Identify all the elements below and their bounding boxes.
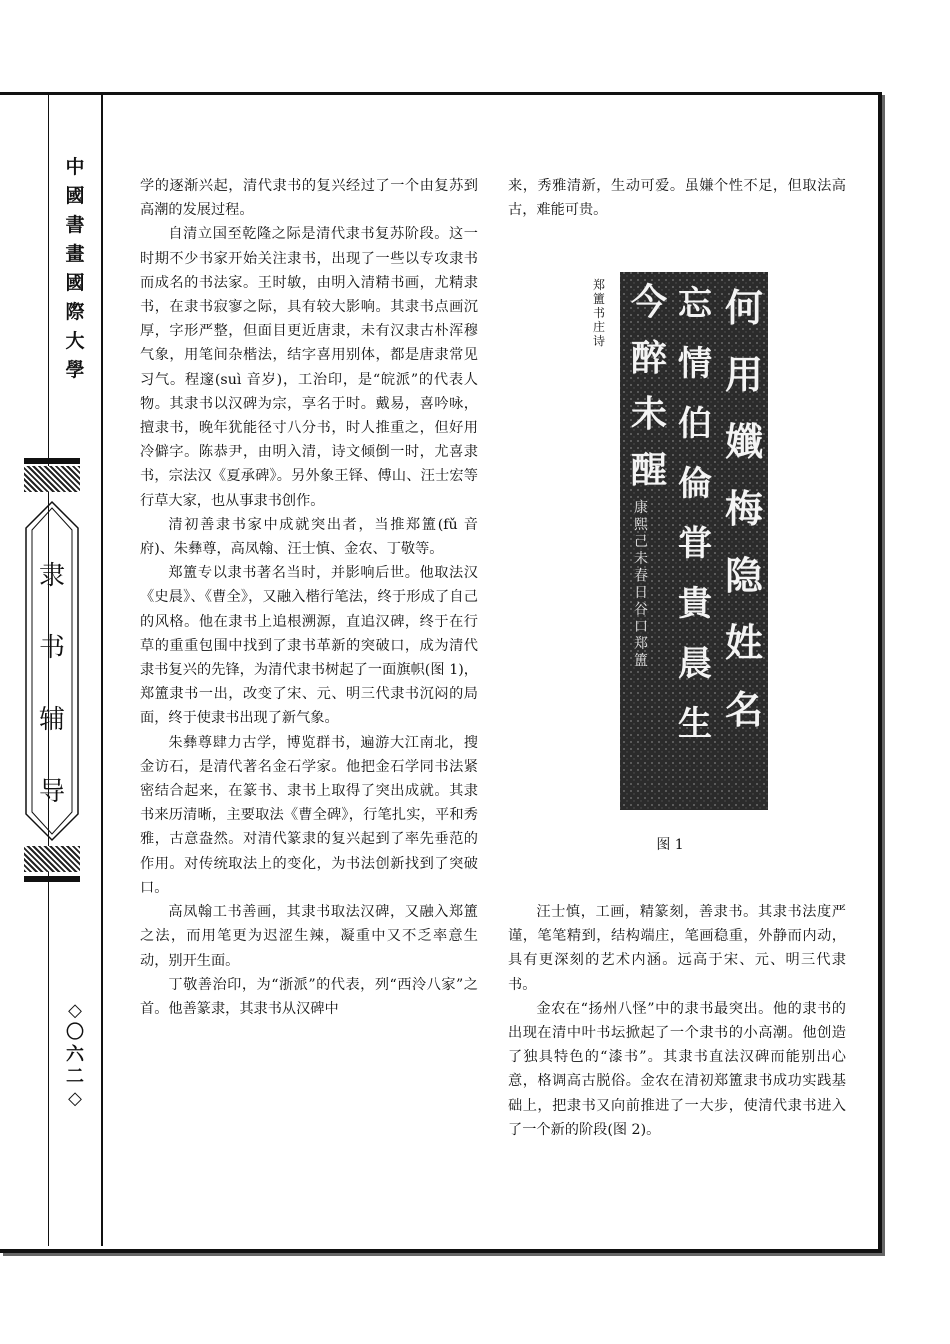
section-title-char: 隶	[38, 561, 65, 591]
figure-signature-char: 口	[634, 619, 648, 635]
page-number-char: 二	[66, 1066, 84, 1087]
section-title-char: 书	[38, 633, 65, 663]
inscription-char: 醉	[630, 337, 667, 379]
right-text-column-top	[508, 174, 846, 222]
inscription-char: 姓	[724, 620, 763, 665]
sidebar-title-char: 際	[65, 301, 85, 323]
paragraph: 来，秀雅清新，生动可爱。虽嫌个性不足，但取法高古，难能可贵。	[508, 178, 846, 219]
figure-note	[584, 278, 614, 348]
page-number-char: 〇	[66, 1022, 84, 1043]
sidebar-hatch-top	[24, 466, 80, 492]
sidebar-divider-bottom	[24, 876, 80, 882]
paragraph: 高凤翰工书善画，其隶书取法汉碑，又融入郑簠之法，而用笔更为迟涩生辣，凝重中又不乏率意生动，别开生面。	[140, 904, 478, 969]
paragraph: 汪士慎，工画，精篆刻，善隶书。其隶书法度严谨，笔笔精到，结构端庄，笔画稳重，外静而内动，具有更深刻的艺术内涵。远高于宋、元、明三代隶书。	[508, 904, 846, 993]
sidebar-title-char: 大	[65, 330, 85, 352]
page-number-char: ◇	[68, 1000, 82, 1021]
sidebar-title	[49, 153, 101, 385]
paragraph: 学的逐渐兴起，清代隶书的复兴经过了一个由复苏到高潮的发展过程。	[140, 178, 478, 219]
inscription-char: 梅	[724, 486, 763, 531]
sidebar-hatch-bottom	[24, 846, 80, 872]
figure-note-char: 诗	[592, 334, 605, 348]
inscription-char: 今	[630, 281, 667, 323]
sidebar-divider-top	[24, 458, 80, 464]
sidebar-title-char: 中	[65, 156, 85, 178]
figure-signature-char: 郑	[634, 636, 648, 652]
sidebar-title-char: 書	[65, 214, 85, 236]
sidebar-title-char: 國	[65, 185, 85, 207]
page-number-char: 六	[66, 1044, 84, 1065]
inscription-char: 生	[678, 704, 712, 744]
page-number-char: ◇	[68, 1088, 82, 1109]
paragraph: 自清立国至乾隆之际是清代隶书复苏阶段。这一时期不少书家开始关注隶书，出现了一些以专攻隶书而成名的书法家。王时敏，由明入清精书画，尤精隶书，在隶书寂寥之际，具有较大影响。其隶书点画沉厚，字形严整，但面目更近唐隶，未有汉隶古朴浑穆气象，用笔间杂楷法，结字喜用别体，都是唐隶常见习气。程邃(suì 音岁)，工治印，是“皖派”的代表人物。其隶书以汉碑为宗，享名于时。戴易，喜吟咏，擅隶书，晚年犹能径寸八分书，时人推重之，但好用冷僻字。陈恭尹，由明入清，诗文倾倒一时，尤喜隶书，宗法汉《夏承碑》。另外象王铎、傅山、汪士宏等行草大家，也从事隶书创作。	[140, 226, 478, 509]
inscription-char: 貴	[678, 584, 712, 624]
inscription-char: 用	[724, 352, 763, 397]
figure-signature-char: 熙	[634, 517, 648, 533]
inscription-char: 醒	[630, 449, 667, 491]
inscription-char: 未	[630, 393, 667, 435]
section-title-char: 导	[38, 777, 65, 807]
figure-signature-char: 谷	[634, 602, 648, 618]
figure-note-char: 簠	[592, 292, 605, 306]
figure-caption: 图 1	[656, 837, 684, 853]
inscription-char: 晨	[678, 644, 712, 684]
figure-signature	[630, 500, 652, 670]
inscription-column-2	[672, 274, 718, 754]
figure-signature-char: 康	[634, 500, 648, 516]
figure-signature-char: 簠	[634, 653, 648, 669]
figure-signature-char: 未	[634, 551, 648, 567]
inscription-char: 何	[724, 285, 763, 330]
figure-note-char: 郑	[592, 278, 605, 292]
sidebar-title-char: 畫	[65, 243, 85, 265]
page-number	[60, 1000, 90, 1110]
paragraph: 朱彝尊肆力古学，博览群书，遍游大江南北，搜金访石，是清代著名金石学家。他把金石学同书法紧密结合起来，在篆书、隶书上取得了突出成就。其隶书来历清晰，主要取法《曹全碑》，行笔扎实，平和秀雅，古意盎然。对清代篆隶的复兴起到了率先垂范的作用。对传统取法上的变化，为书法创新找到了突破口。	[140, 734, 478, 896]
section-title	[24, 540, 80, 828]
calligraphy-figure	[580, 264, 772, 814]
inscription-char: 忘	[678, 284, 712, 324]
paragraph: 丁敬善治印，为“浙派”的代表，列“西泠八家”之首。他善篆隶，其隶书从汉碑中	[140, 976, 478, 1017]
sidebar-title-char: 國	[65, 272, 85, 294]
figure-signature-char: 己	[634, 534, 648, 550]
paragraph: 金农在“扬州八怪”中的隶书最突出。他的隶书的出现在清中叶书坛掀起了一个隶书的小高潮。他创造了独具特色的“漆书”。其隶书直法汉碑而能别出心意，格调高古脱俗。金农在清初郑簠隶书成功实践基础上，把隶书又向前推进了一大步，使清代隶书进入了一个新的阶段(图 2)。	[508, 1000, 846, 1138]
figure-note-char: 书	[592, 306, 605, 320]
paragraph: 郑簠专以隶书著名当时，并影响后世。他取法汉《史晨》、《曹全》，又融入楷行笔法，终于形成了自己的风格。他在隶书上追根溯源，直追汉碑，终于在行草的重重包围中找到了隶书革新的突破口，成为清代隶书复兴的先锋，为清代隶书树起了一面旗帜(图 1)，郑簠隶书一出，改变了宋、元、明三代隶书沉闷的局面，终于使隶书出现了新气象。	[140, 565, 478, 727]
inscription-char: 甞	[678, 524, 712, 564]
inscription-column-3	[626, 274, 672, 498]
section-title-char: 辅	[38, 705, 65, 735]
inscription-char: 倫	[678, 464, 712, 504]
paragraph: 清初善隶书家中成就突出者，当推郑簠(fǔ 音府)、朱彝尊，高凤翰、汪士慎、金农、丁敬等。	[140, 516, 478, 558]
sidebar-title-char: 學	[65, 359, 85, 381]
inscription-char: 名	[724, 687, 763, 732]
left-text-column	[140, 174, 478, 1021]
section-panel	[24, 500, 80, 842]
inscription-char: 伯	[678, 404, 712, 444]
figure-note-char: 庄	[592, 320, 605, 334]
right-text-column-bottom	[508, 900, 846, 1142]
inscription-char: 孅	[724, 419, 763, 464]
inscription-char: 隐	[724, 553, 763, 598]
figure-signature-char: 春	[634, 568, 648, 584]
figure-signature-char: 日	[634, 585, 648, 601]
inscription-char: 情	[678, 344, 712, 384]
inscription-column-1	[722, 274, 766, 743]
